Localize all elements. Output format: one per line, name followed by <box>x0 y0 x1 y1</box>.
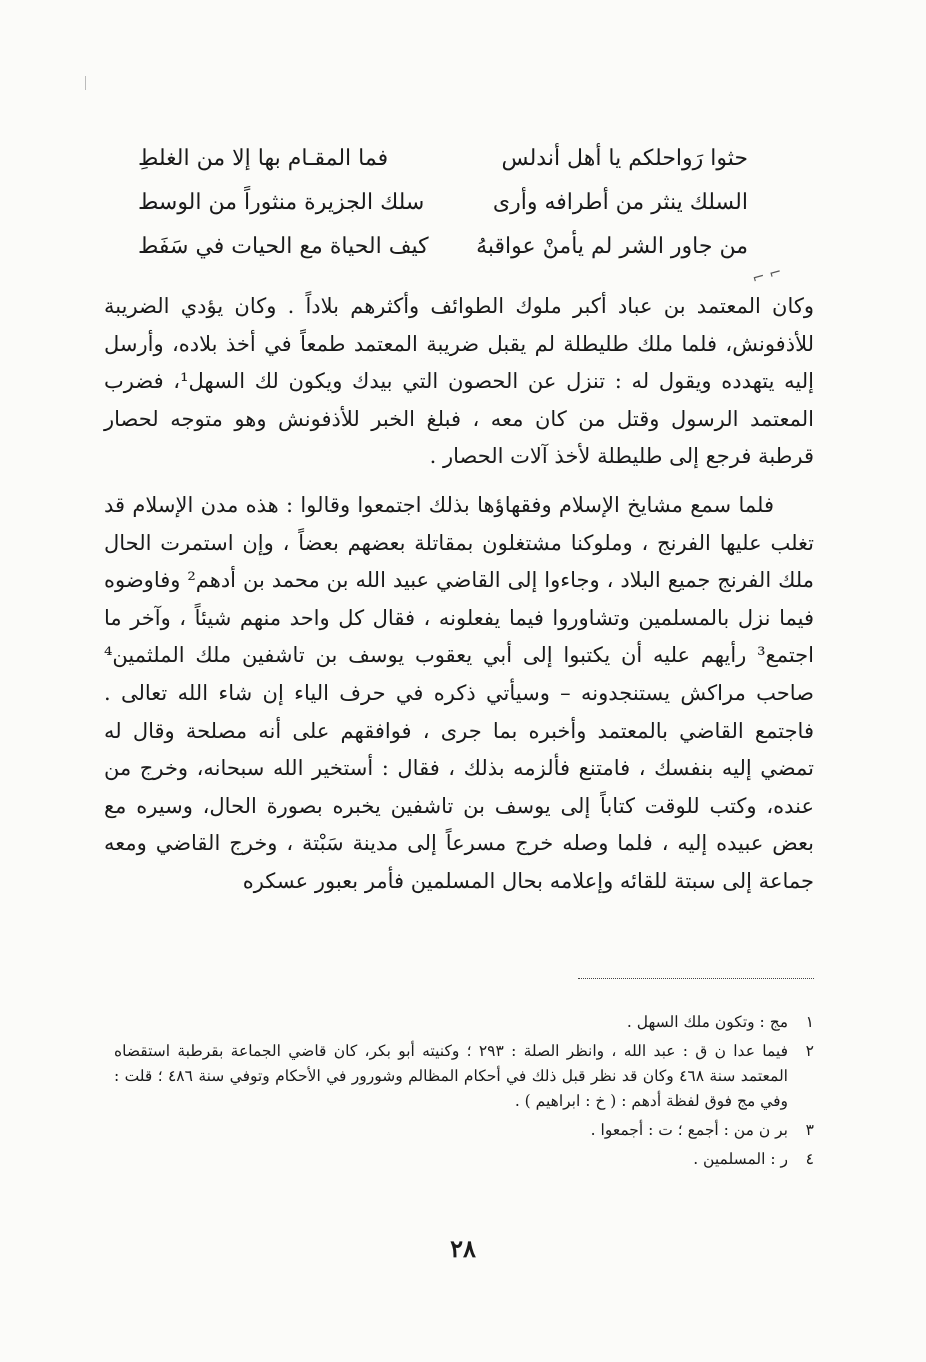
footnote <box>114 1118 814 1143</box>
footnote-separator <box>578 978 814 979</box>
poem <box>138 137 748 269</box>
paragraph: وكان المعتمد بن عباد أكبر ملوك الطوائف وأكثرهم بلاداً . وكان يؤدي الضريبة للأذفونش، فلما ملك طليطلة لم يقبل ضريبة المعتمد طمعاً في أخذ بلاده، وأرسل إليه يتهدده ويقول له : تنزل عن الحصون التي بيدك ويكون لك السهل¹، فضرب المعتمد الرسول وقتل من كان معه ، فبلغ الخبر للأذفونش وهو متوجه لحصار قرطبة فرجع إلى طليطلة لأخذ آلات الحصار . <box>104 294 814 469</box>
footnote-text: مج : وتكون ملك السهل . <box>626 1013 788 1031</box>
footnote <box>114 1147 814 1172</box>
verse-first-hemistich: حثوا رَواحلكم يا أهل أندلس <box>501 146 748 171</box>
footnote-number: ٤ <box>805 1150 814 1168</box>
binding-mark <box>85 76 86 90</box>
footnote-number: ١ <box>805 1013 814 1031</box>
footnote-text: بر ن من : أجمع ؛ ت : أجمعوا . <box>590 1121 788 1139</box>
margin-annotation: ⌐ ⌐ <box>750 262 784 288</box>
footnote-number: ٢ <box>805 1042 814 1060</box>
poem-verse <box>138 137 748 181</box>
poem-verse <box>138 181 748 225</box>
footnotes <box>114 1010 814 1176</box>
footnote-text: فيما عدا ن ق : عبد الله ، وانظر الصلة : ٢٩٣ ؛ وكنيته أبو بكر، كان قاضي الجماعة بقرطبة استقضاه المعتمد سنة ٤٦٨ وكان قد نظر قبل ذلك في أحكام المظالم وشورور في الأحكام وتوفي سنة ٤٨٦ ؛ قلت : وفي مج فوق لفظة أدهم : ( خ : ابراهيم ) . <box>114 1042 788 1110</box>
body-text <box>104 288 814 901</box>
footnote <box>114 1010 814 1035</box>
verse-first-hemistich: السلك ينثر من أطرافه وأرى <box>492 190 748 215</box>
page-number: ٢٨ <box>450 1234 476 1263</box>
verse-second-hemistich: سلك الجزيرة منثوراً من الوسط <box>138 190 425 215</box>
poem-verse <box>138 225 748 269</box>
verse-second-hemistich: فما المقـام بها إلا من الغلطِ <box>138 146 389 171</box>
footnote <box>114 1039 814 1114</box>
verse-first-hemistich: من جاور الشر لم يأمنْ عواقبهُ <box>476 234 748 259</box>
footnote-number: ٣ <box>805 1121 814 1139</box>
verse-second-hemistich: كيف الحياة مع الحيات في سَفَط <box>138 234 429 259</box>
paragraph: فلما سمع مشايخ الإسلام وفقهاؤها بذلك اجتمعوا وقالوا : هذه مدن الإسلام قد تغلب عليها الفرنج ، وملوكنا مشتغلون بمقاتلة بعضهم بعضاً ، وإن استمرت الحال ملك الفرنج جميع البلاد ، وجاءوا إلى القاضي عبيد الله بن محمد بن أدهم² وفاوضوه فيما نزل بالمسلمين وتشاوروا فيما يفعلونه ، فقال كل واحد منهم شيئاً ، وآخر ما اجتمع³ رأيهم عليه أن يكتبوا إلى أبي يعقوب يوسف بن تاشفين ملك الملثمين⁴ صاحب مراكش يستنجدونه – وسيأتي ذكره في حرف الياء إن شاء الله تعالى . فاجتمع القاضي بالمعتمد وأخبره بما جرى ، فوافقهم على أنه مصلحة وقال له تمضي إليه بنفسك ، فامتنع فألزمه بذلك ، فقال : أستخير الله سبحانه، وخرج من عنده، وكتب للوقت كتاباً إلى يوسف بن تاشفين يخبره بصورة الحال، وسيره مع بعض عبيده إليه ، فلما وصله خرج مسرعاً إلى مدينة سَبْتة ، وخرج القاضي ومعه جماعة إلى سبتة للقائه وإعلامه بحال المسلمين فأمر بعبور عسكره <box>104 492 814 893</box>
footnote-text: ر : المسلمين . <box>693 1150 788 1168</box>
